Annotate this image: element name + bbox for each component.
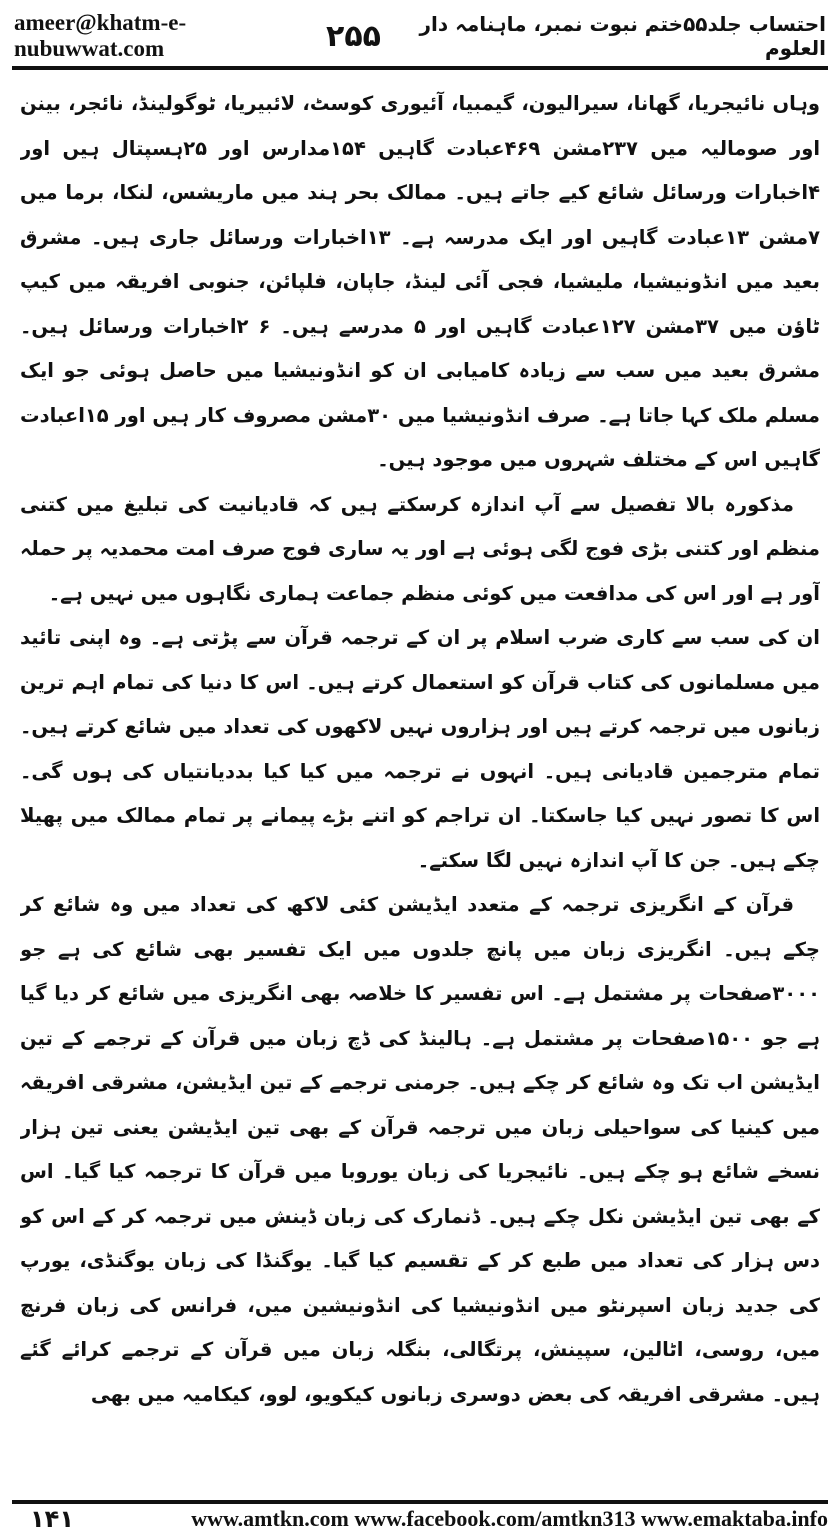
page-header (14, 8, 826, 64)
footer-links[interactable]: www.amtkn.com www.facebook.com/amtkn313 www.emaktaba.info (191, 1506, 828, 1531)
header-left (14, 10, 381, 62)
header-title: احتساب جلد۵۵ختم نبوت نمبر، ماہنامہ دار العلوم (419, 12, 826, 60)
page-footer (12, 1502, 828, 1536)
header-email[interactable]: ameer@khatm-e-nubuwwat.com (14, 10, 187, 61)
header-rule (12, 66, 828, 70)
paragraph-2: مذکورہ بالا تفصیل سے آپ اندازہ کرسکتے ہیں کہ قادیانیت کی تبلیغ میں کتنی منظم اور کتنی بڑی فوج لگی ہوئی ہے اور یہ ساری فوج صرف امت محمدیہ پر حملہ آور ہے اور اس کی مدافعت میں کوئی منظم جماعت ہماری نگاہوں میں نہیں ہے۔ (20, 492, 820, 605)
paragraph-1: وہاں نائیجریا، گھانا، سیرالیون، گیمبیا، آئیوری کوسٹ، لائبیریا، ٹوگولینڈ، نائجر، بینن اور صومالیہ میں ۲۳۷مشن ۴۶۹عبادت گاہیں ۱۵۴مدارس اور ۲۵ہسپتال ہیں اور ۴اخبارات ورسائل شائع کیے جاتے ہیں۔ ممالک بحر ہند میں ماریشس، لنکا، برما میں ۷مشن ۱۳عبادت گاہیں اور ایک مدرسہ ہے۔ ۱۳اخبارات ورسائل جاری ہیں۔ مشرق بعید میں انڈونیشیا، ملیشیا، فجی آئی لینڈ، جاپان، فلپائن، جنوبی افریقہ میں کیپ ٹاؤن میں ۳۷مشن ۱۲۷عبادت گاہیں اور ۵ مدرسے ہیں۔ ۶ ۲اخبارات ورسائل ہیں۔ مشرق بعید میں سب سے زیادہ کامیابی ان کو انڈونیشیا میں حاصل ہوئی جو ایک مسلم ملک کہا جاتا ہے۔ صرف انڈونیشیا میں ۳۰مشن مصروف کار ہیں اور ۱۵اعبادت گاہیں اس کے مختلف شہروں میں موجود ہیں۔ (20, 92, 820, 471)
article-body (20, 82, 820, 1458)
header-page-number: ۲۵۵ (326, 18, 381, 54)
footer-page-number: ۱۴۱ (30, 1505, 74, 1533)
paragraph-3: ان کی سب سے کاری ضرب اسلام پر ان کے ترجمہ قرآن سے پڑتی ہے۔ وہ اپنی تائید میں مسلمانوں کی کتاب قرآن کو استعمال کرتے ہیں۔ اس کا دنیا کی تمام اہم ترین زبانوں میں ترجمہ کرتے ہیں اور ہزاروں نہیں لاکھوں کی تعداد میں شائع کرتے ہیں۔ تمام مترجمین قادیانی ہیں۔ انہوں نے ترجمہ میں کیا کیا بددیانتیاں کی ہوں گی۔ اس کا تصور نہیں کیا جاسکتا۔ ان تراجم کو اتنے بڑے پیمانے پر تمام ممالک میں پھیلا چکے ہیں۔ جن کا آپ اندازہ نہیں لگا سکتے۔ (20, 626, 820, 872)
paragraph-4: قرآن کے انگریزی ترجمہ کے متعدد ایڈیشن کئی لاکھ کی تعداد میں وہ شائع کر چکے ہیں۔ انگریزی زبان میں پانچ جلدوں میں ایک تفسیر بھی شائع کی ہے جو ۳۰۰۰صفحات پر مشتمل ہے۔ اس تفسیر کا خلاصہ بھی انگریزی میں شائع کر دیا گیا ہے جو ۱۵۰۰صفحات پر مشتمل ہے۔ ہالینڈ کی ڈچ زبان میں قرآن کے ترجمے کے تین ایڈیشن اب تک وہ شائع کر چکے ہیں۔ جرمنی ترجمے کے تین ایڈیشن، مشرقی افریقہ میں کینیا کی سواحیلی زبان میں ترجمہ قرآن کے بھی تین ایڈیشن یعنی تین ہزار نسخے شائع ہو چکے ہیں۔ نائیجریا کی زبان یوروبا میں قرآن کا ترجمہ کیا گیا۔ اس کے بھی تین ایڈیشن نکل چکے ہیں۔ ڈنمارک کی زبان ڈینش میں ترجمہ کر کے اس کو دس ہزار کی تعداد میں طبع کر کے تقسیم کیا گیا۔ یوگنڈا کی زبان یوگنڈی، یورپ کی جدید زبان اسپرنٹو میں انڈونیشیا کی انڈونیشین میں، فرانس کی زبان فرنچ میں، روسی، اٹالین، سپینش، پرتگالی، بنگلہ زبان میں قرآن کے ترجمے کرائے گئے ہیں۔ مشرقی افریقہ کی بعض دوسری زبانوں کیکویو، لوو، کیکامیہ میں بھی (20, 893, 820, 1406)
